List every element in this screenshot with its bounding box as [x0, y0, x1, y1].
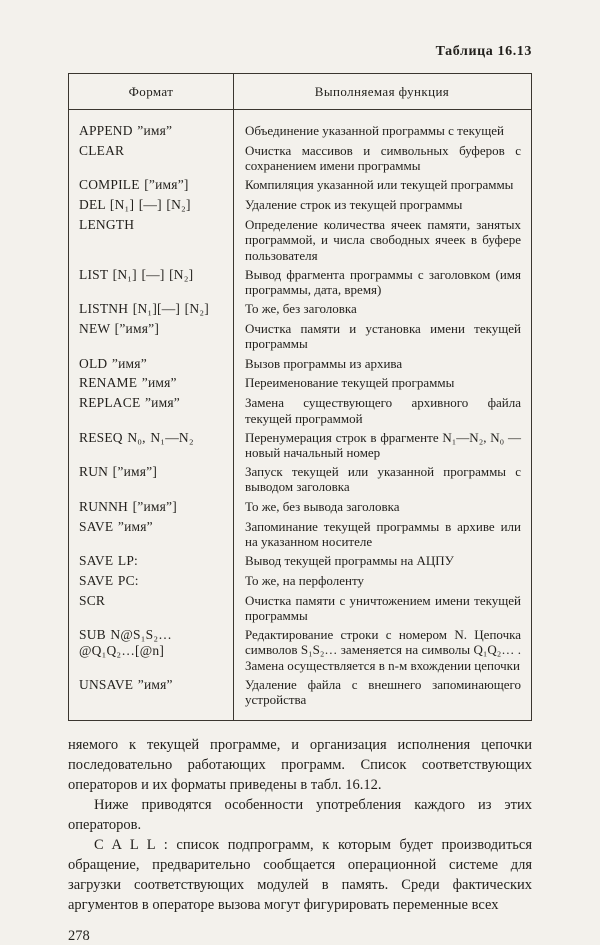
cell-format: SUB N@S₁S₂…@Q₁Q₂…[@n] [79, 627, 172, 659]
table-row [69, 627, 531, 673]
page-number: 278 [68, 928, 90, 945]
table-row [69, 395, 531, 425]
cell-format: SCR [79, 592, 106, 608]
cell-format: SAVE PC: [79, 572, 139, 588]
table-row [69, 197, 531, 213]
cell-format: LENGTH [79, 217, 135, 233]
cell-function: Редактирование строки с номером N. Цепочка символов S₁S₂… заменяется на символы Q₁Q₂… . Замена осуществляется в n-м вхождении цепочки [245, 627, 521, 673]
cell-format: UNSAVE ”имя” [79, 676, 173, 692]
cell-format: SAVE ”имя” [79, 518, 153, 534]
cell-function: Запоминание текущей программы в архиве или на указанном носителе [245, 518, 521, 549]
table-caption: Таблица 16.13 [435, 44, 532, 59]
cell-function: Определение количества ячеек памяти, занятых программой, и числа свободных ячеек в буфере пользователя [245, 217, 521, 263]
cell-function: Очистка памяти и установка имени текущей программы [245, 321, 521, 352]
cell-function: То же, без вывода заголовка [245, 498, 400, 514]
cell-function: Замена существующего архивного файла текущей программой [245, 395, 521, 426]
cell-format: COMPILE [”имя”] [79, 177, 189, 193]
table-row [69, 430, 531, 460]
cell-function: Очистка памяти с уничтожением имени текущей программы [245, 592, 521, 623]
cell-format: APPEND ”имя” [79, 123, 173, 138]
table-row [69, 499, 531, 515]
cell-function: Перенумерация строк в фрагменте N₁—N₂, N₀ — новый начальный номер [245, 429, 521, 460]
cell-function: Удаление строк из текущей программы [245, 197, 463, 213]
table-header-row [69, 74, 531, 110]
cell-function: То же, на перфоленту [245, 572, 364, 588]
paragraph-continuation: няемого к текущей программе, и организация исполнения цепочки последовательно работающих программ. Список соответствующих операторов и их форматы приведены в табл. 16.12. [68, 737, 532, 794]
table-row [69, 123, 531, 139]
cell-format: RUNNH [”имя”] [79, 498, 177, 514]
cell-format: SAVE LP: [79, 552, 138, 568]
col-header-function: Выполняемая функция [314, 84, 450, 99]
table-row [69, 519, 531, 549]
command-table [68, 73, 532, 721]
cell-function: Удаление файла с внешнего запоминающего устройства [245, 676, 521, 707]
cell-function: Вывод фрагмента программы с заголовком (имя программы, дата, время) [245, 266, 521, 297]
paragraph: Ниже приводятся особенности употребления каждого из этих операторов. [68, 797, 532, 834]
table-row [69, 143, 531, 173]
cell-function: Вывод текущей программы на АЦПУ [245, 552, 454, 568]
cell-format: OLD ”имя” [79, 355, 147, 371]
col-header-format: Формат [128, 84, 174, 99]
cell-function: То же, без заголовка [245, 301, 357, 317]
paragraph-call: C A L L : список подпрограмм, к которым будет производиться обращение, предварительно сообщается операционной системе для загрузки соответствующих модулей в память. Среди фактических аргументов в операторе вызова могут фигурировать переменные всех [68, 837, 532, 914]
cell-format: LISTNH [N₁][—] [N₂] [79, 301, 209, 317]
table-row [69, 321, 531, 351]
table-row [69, 375, 531, 391]
cell-function: Вызов программы из архива [245, 355, 403, 371]
column-divider [233, 74, 234, 720]
table-row [69, 573, 531, 589]
table-row [69, 593, 531, 623]
table-row [69, 464, 531, 494]
cell-function: Запуск текущей или указанной программы с выводом заголовка [245, 464, 521, 495]
cell-format: DEL [N₁] [—] [N₂] [79, 197, 191, 213]
table-body [69, 110, 531, 720]
cell-function: Объединение указанной программы с текущей [245, 123, 504, 138]
table-row [69, 553, 531, 569]
cell-format: RESEQ N₀, N₁—N₂ [79, 429, 194, 445]
table-row [69, 177, 531, 193]
cell-function: Компиляция указанной или текущей программы [245, 177, 514, 193]
cell-format: CLEAR [79, 142, 125, 158]
table-row [69, 267, 531, 297]
table-row [69, 217, 531, 263]
cell-format: NEW [”имя”] [79, 321, 160, 337]
cell-function: Очистка массивов и символьных буферов с сохранением имени программы [245, 142, 521, 174]
cell-format: REPLACE ”имя” [79, 395, 180, 411]
body-text [68, 735, 532, 915]
table-row [69, 677, 531, 707]
table-row [69, 356, 531, 372]
cell-format: RENAME ”имя” [79, 375, 177, 391]
table-row [69, 301, 531, 317]
cell-function: Переименование текущей программы [245, 375, 455, 391]
cell-format: LIST [N₁] [—] [N₂] [79, 266, 194, 282]
cell-format: RUN [”имя”] [79, 464, 158, 480]
